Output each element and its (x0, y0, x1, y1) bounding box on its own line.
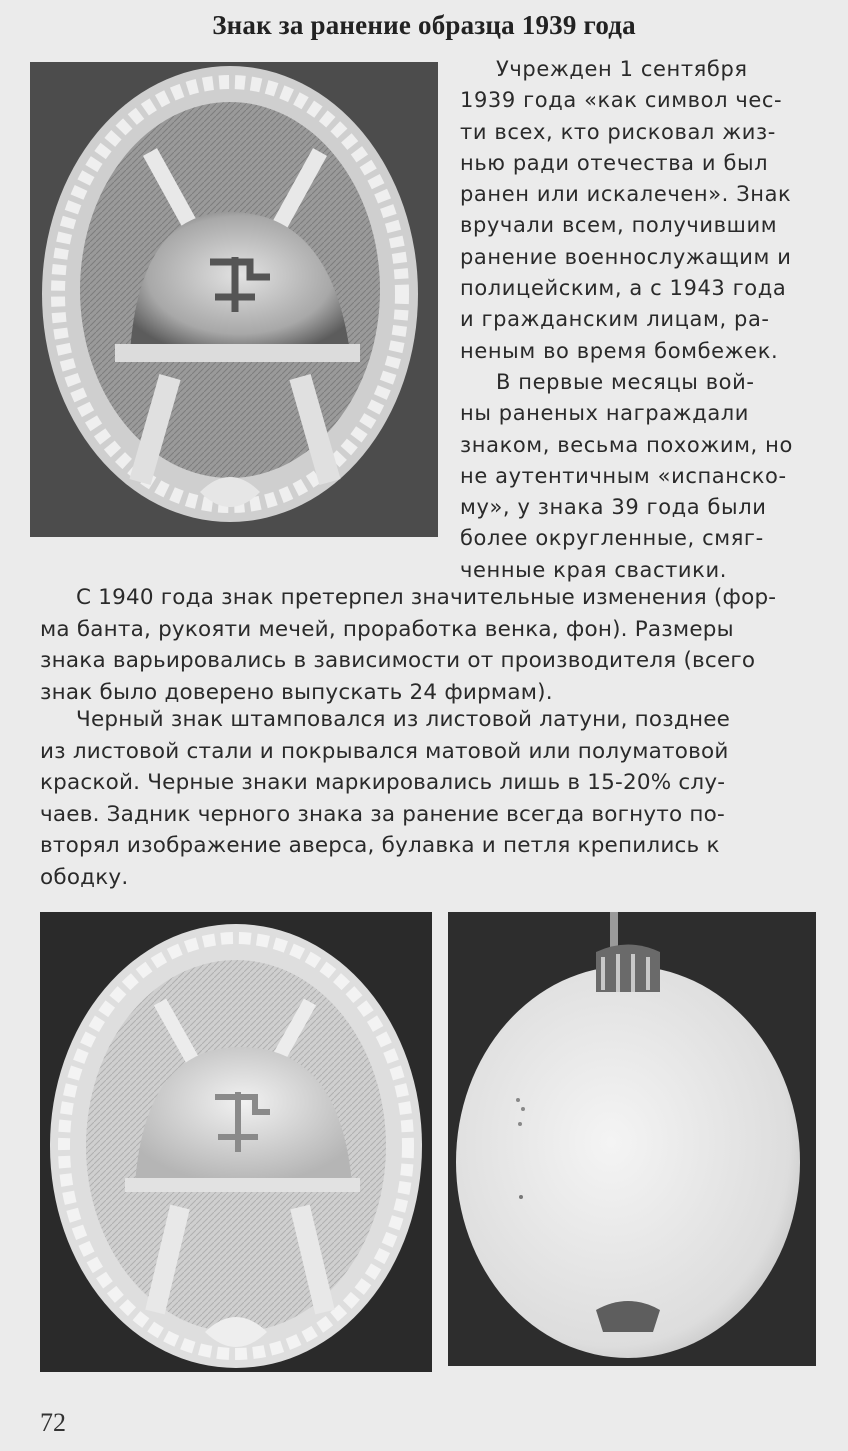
badge-photo-front (40, 912, 432, 1372)
body-line: знака варьировались в зависимости от производителя (всего (40, 648, 756, 673)
body-line: чаев. Задник черного знака за ранение всегда вогнуто по- (40, 801, 725, 827)
paragraph-black-badge (40, 704, 810, 893)
intro-line: му», у знака 39 года были (460, 495, 767, 520)
intro-line: В первые месяцы вой- (496, 369, 755, 394)
page-number: 72 (40, 1408, 66, 1437)
badge-front-image (40, 912, 432, 1372)
intro-column (460, 54, 810, 586)
intro-line: не аутентичным «испанско- (460, 463, 787, 488)
intro-line: неным во время бомбежек. (460, 338, 779, 363)
body-line: из листовой стали и покрывался матовой или полуматовой (40, 738, 729, 764)
intro-line: и гражданским лицам, ра- (460, 307, 770, 332)
badge-photo-back (448, 912, 816, 1366)
body-line: ма банта, рукояти мечей, проработка венка, фон). Размеры (40, 616, 734, 642)
intro-line: ченные края свастики. (460, 557, 727, 582)
badge-obverse-image (30, 62, 438, 537)
intro-line: Учрежден 1 сентября (496, 57, 748, 81)
intro-line: 1939 года «как символ чес- (460, 88, 783, 113)
badge-reverse-image (448, 912, 816, 1366)
intro-line: нью ради отечества и был (460, 150, 769, 175)
intro-line: вручали всем, получившим (460, 213, 778, 238)
body-line: краской. Черные знаки маркировались лишь в 15-20% слу- (40, 770, 726, 795)
body-line: С 1940 года знак претерпел значительные изменения (фор- (76, 585, 777, 610)
badge-photo-top (30, 62, 438, 537)
body-line: ободку. (40, 864, 129, 890)
intro-line: ранение военнослужащим и (460, 244, 792, 269)
intro-line: ны раненых награждали (460, 401, 750, 426)
body-line: знак было доверено выпускать 24 фирмам). (40, 679, 553, 705)
paragraph-changes-1940 (40, 582, 810, 708)
intro-line: знаком, весьма похожим, но (460, 432, 793, 457)
page-title: Знак за ранение образца 1939 года (212, 10, 636, 40)
intro-line: более округленные, смяг- (460, 526, 764, 551)
body-line: Черный знак штамповался из листовой латуни, позднее (76, 707, 731, 732)
body-line: вторял изображение аверса, булавка и петля крепились к (40, 833, 720, 858)
intro-line: полицейским, а с 1943 года (460, 276, 787, 301)
intro-line: ти всех, кто рисковал жиз- (460, 119, 776, 144)
intro-line: ранен или искалечен». Знак (460, 182, 792, 207)
